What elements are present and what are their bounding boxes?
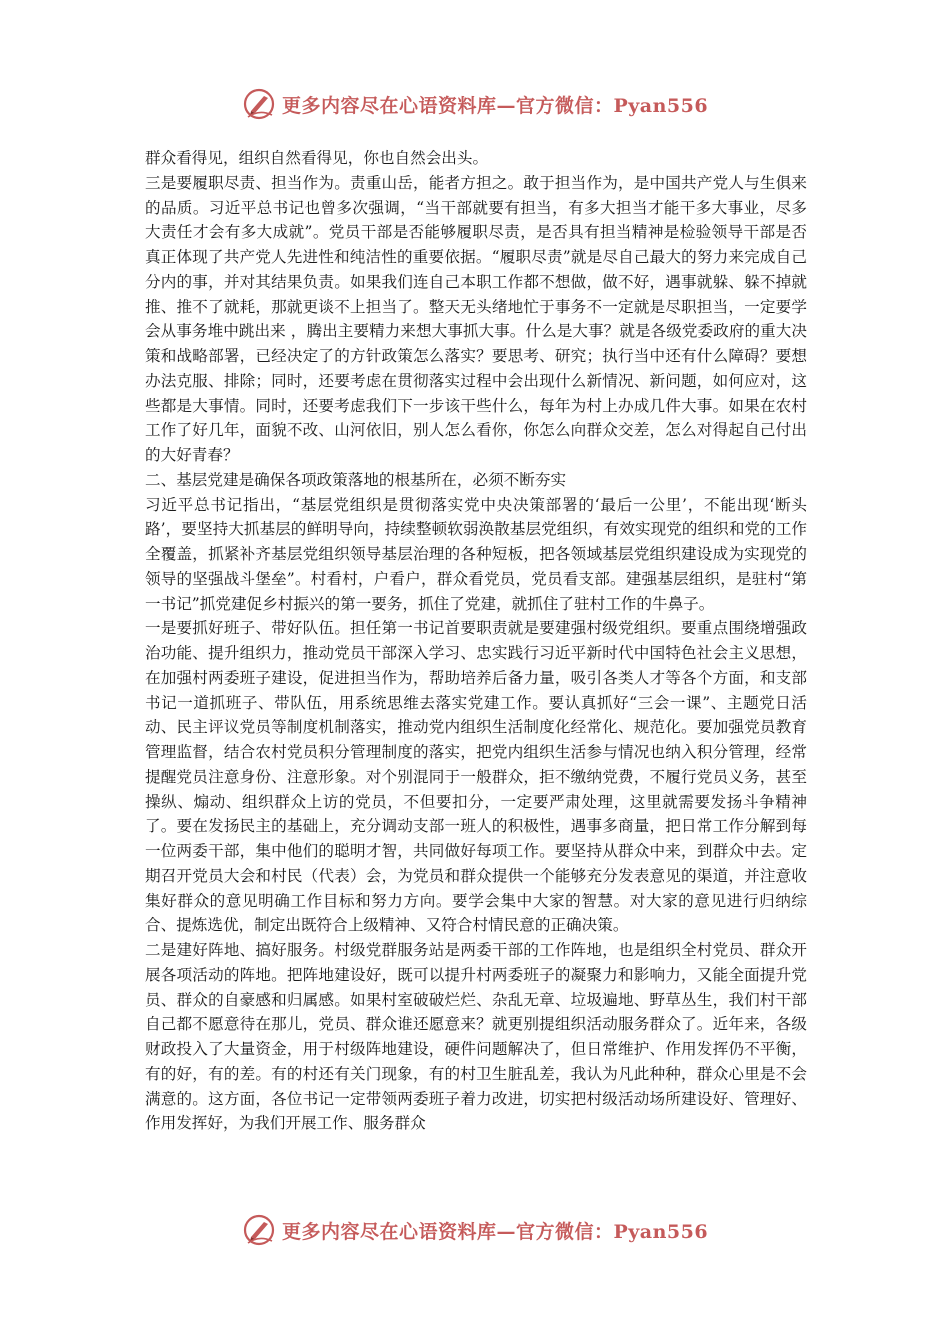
document-body [145,146,807,1136]
footer-banner [0,1212,950,1248]
footer-banner-text: 更多内容尽在心语资料库—官方微信：Pyan556 [281,1220,709,1243]
section-heading: 二、基层党建是确保各项政策落地的根基所在，必须不断夯实 [145,470,567,489]
header-banner [0,86,950,122]
paragraph: 一是要抓好班子、带好队伍。担任第一书记首要职责就是要建强村级党组织。要重点围绕增强政治功能、提升组织力，推动党员干部深入学习、忠实践行习近平新时代中国特色社会主义思想，在加强村两委班子建设，促进担当作为，帮助培养后备力量，吸引各类人才等各个方面，和支部书记一道抓班子、带队伍，用系统思维去落实党建工作。要认真抓好“三会一课”、主题党日活动、民主评议党员等制度机制落实，推动党内组织生活制度化经常化、规范化。要加强党员教育管理监督，结合农村党员积分管理制度的落实，把党内组织生活参与情况也纳入积分管理，经常提醒党员注意身份、注意形象。对个别混同于一般群众，拒不缴纳党费，不履行党员义务，甚至操纵、煽动、组织群众上访的党员，不但要扣分，一定要严肃处理，这里就需要发扬斗争精神了。要在发扬民主的基础上，充分调动支部一班人的积极性，遇事多商量，把日常工作分解到每一位两委干部，集中他们的聪明才智，共同做好每项工作。要坚持从群众中来，到群众中去。定期召开党员大会和村民（代表）会，为党员和群众提供一个能够充分发表意见的渠道，并注意收集好群众的意见明确工作目标和努力方向。要学会集中大家的智慧。对大家的意见进行归纳综合、提炼选优，制定出既符合上级精神、又符合村情民意的正确决策。 [145,619,807,935]
logo-icon [242,87,276,121]
paragraph: 习近平总书记指出，“基层党组织是贯彻落实党中央决策部署的‘最后一公里’，不能出现‘断头路’，要坚持大抓基层的鲜明导向，持续整顿软弱涣散基层党组织，有效实现党的组织和党的工作全覆盖，抓紧补齐基层党组织领导基层治理的各种短板，把各领域基层党组织建设成为实现党的领导的坚强战斗堡垒”。村看村，户看户，群众看党员，党员看支部。建强基层组织，是驻村“第一书记”抓党建促乡村振兴的第一要务，抓住了党建，就抓住了驻村工作的牛鼻子。 [145,495,807,613]
header-banner-text: 更多内容尽在心语资料库—官方微信：Pyan556 [281,94,709,117]
paragraph: 三是要履职尽责、担当作为。责重山岳，能者方担之。敢于担当作为，是中国共产党人与生俱来的品质。习近平总书记也曾多次强调，“当干部就要有担当，有多大担当才能干多大事业，尽多大责任才会有多大成就”。党员干部是否能够履职尽责，是否具有担当精神是检验领导干部是否真正体现了共产党人先进性和纯洁性的重要依据。“履职尽责”就是尽自己最大的努力来完成自己分内的事，并对其结果负责。如果我们连自己本职工作都不想做，做不好，遇事就躲、躲不掉就推、推不了就耗，那就更谈不上担当了。整天无头绪地忙于事务不一定就是尽职担当，一定要学会从事务堆中跳出来 ，腾出主要精力来想大事抓大事。什么是大事？就是各级党委政府的重大决策和战略部署，已经决定了的方针政策怎么落实？要思考、研究；执行当中还有什么障碍？要想办法克服、排除；同时，还要考虑在贯彻落实过程中会出现什么新情况、新问题，如何应对，这些都是大事情。同时，还要考虑我们下一步该干些什么，每年为村上办成几件大事。如果在农村工作了好几年，面貌不改、山河依旧，别人怎么看你，你怎么向群众交差，怎么对得起自己付出的大好青春？ [145,173,807,464]
paragraph: 群众看得见，组织自然看得见，你也自然会出头。 [145,149,489,167]
logo-icon [242,1213,276,1247]
paragraph: 二是建好阵地、搞好服务。村级党群服务站是两委干部的工作阵地，也是组织全村党员、群众开展各项活动的阵地。把阵地建设好，既可以提升村两委班子的凝聚力和影响力，又能全面提升党员、群众的自豪感和归属感。如果村室破破烂烂、杂乱无章、垃圾遍地、野草丛生，我们村干部自己都不愿意待在那儿，党员、群众谁还愿意来？就更别提组织活动服务群众了。近年来，各级财政投入了大量资金，用于村级阵地建设，硬件问题解决了，但日常维护、作用发挥仍不平衡，有的好，有的差。有的村还有关门现象，有的村卫生脏乱差，我认为凡此种种，群众心里是不会满意的。这方面，各位书记一定带领两委班子着力改进，切实把村级活动场所建设好、管理好、作用发挥好，为我们开展工作、服务群众 [145,941,807,1133]
